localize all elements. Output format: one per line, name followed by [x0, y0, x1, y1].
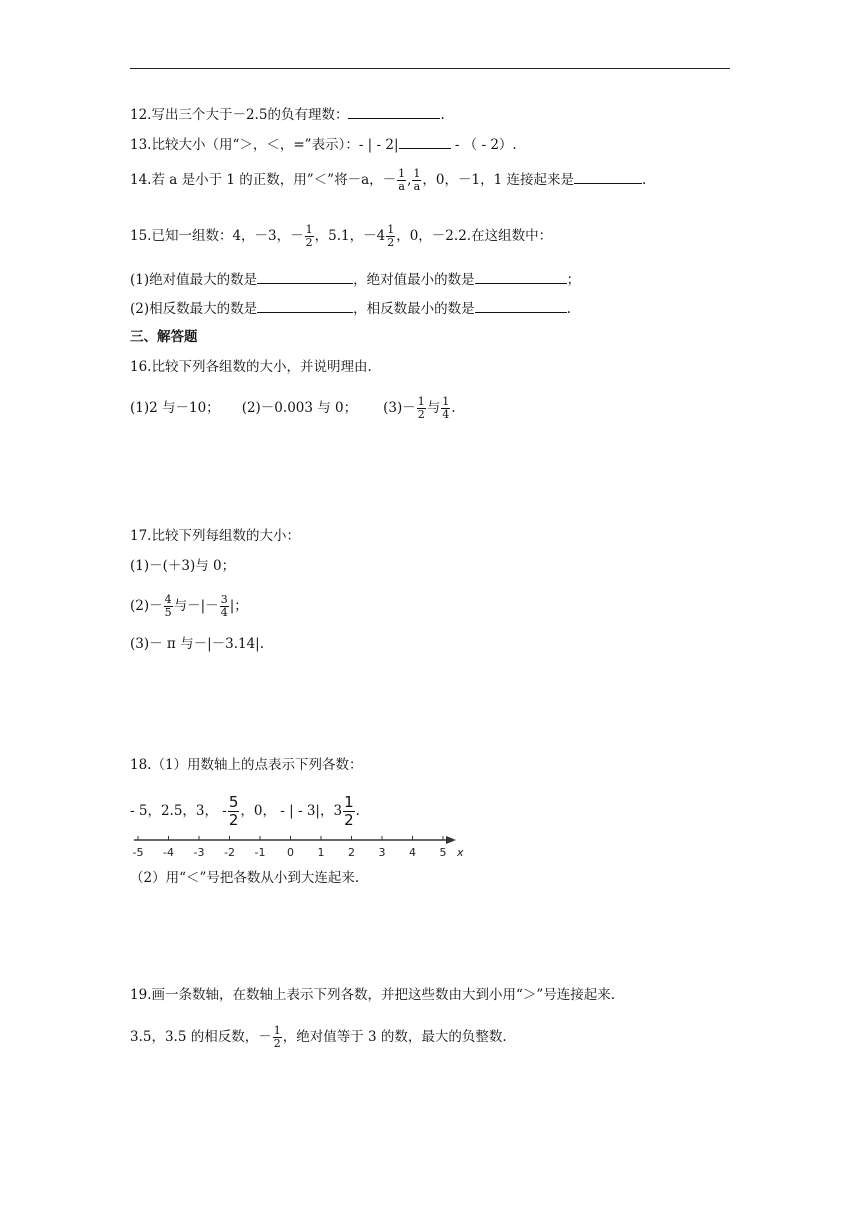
fraction: $\frac{5}{2}$ — [228, 793, 239, 829]
question-16: 16.比较下列各组数的大小，并说明理由. — [130, 359, 372, 375]
answer-blank[interactable] — [475, 298, 567, 313]
question-13 — [130, 134, 517, 155]
axis-tick-label: 4 — [409, 846, 416, 859]
question-17-part-3: (3)－ π 与－|－3.14|. — [130, 636, 265, 652]
answer-blank[interactable] — [574, 169, 642, 184]
fraction: $\frac{4}{5}$ — [164, 593, 172, 619]
fraction: $\frac{3}{4}$ — [220, 593, 228, 619]
fraction: $\frac{1}{2}$ — [305, 223, 313, 249]
question-15: 15.已知一组数：4，－3，－ $\frac{1}{2}$ ，5.1，－4 $\frac{1}{2}$ ，0，－2.2.在这组数中： — [130, 223, 553, 249]
fraction: $\frac{1}{a}$ — [398, 167, 406, 193]
answer-blank[interactable] — [475, 269, 567, 284]
question-15-part-1: (1)绝对值最大的数是 ，绝对值最小的数是 ； — [130, 269, 580, 290]
axis-arrow — [446, 836, 456, 844]
question-12 — [130, 104, 445, 125]
q12-end: . — [440, 107, 445, 123]
fraction: $\frac{1}{4}$ — [442, 395, 450, 421]
q14-post: ，0，－1，1 连接起来是 — [422, 172, 574, 188]
question-19: 19.画一条数轴，在数轴上表示下列各数，并把这些数由大到小用“＞”号连接起来. — [130, 987, 616, 1003]
answer-blank[interactable] — [348, 104, 440, 119]
axis-tick-label: -3 — [193, 846, 205, 859]
fraction: $\frac{1}{2}$ — [273, 1024, 281, 1050]
header-rule — [130, 68, 730, 69]
axis-tick-label: -1 — [254, 846, 266, 859]
question-17-part-2: (2)－ $\frac{4}{5}$ 与－|－ $\frac{3}{4}$ |； — [130, 593, 248, 619]
axis-tick-label: 2 — [348, 846, 355, 859]
q13-end: - （ - 2）. — [450, 137, 517, 153]
answer-blank[interactable] — [399, 134, 451, 149]
axis-tick-label: -5 — [132, 846, 144, 859]
axis-tick-label: 1 — [317, 846, 325, 859]
question-18-part-2: （2）用“＜”号把各数从小到大连起来. — [130, 870, 360, 886]
question-19-numbers: 3.5，3.5 的相反数，－ $\frac{1}{2}$ ，绝对值等于 3 的数，最大的负整数. — [130, 1024, 507, 1050]
axis-tick-label: 0 — [287, 846, 294, 859]
axis-tick-label: -4 — [163, 846, 174, 859]
fraction: $\frac{1}{2}$ — [387, 223, 395, 249]
question-18: 18.（1）用数轴上的点表示下列各数： — [130, 757, 363, 773]
fraction: $\frac{1}{2}$ — [417, 395, 425, 421]
question-16-parts: (1)2 与－10； (2)－0.003 与 0； (3)－ $\frac{1}{2}$ 与 $\frac{1}{4}$ . — [130, 395, 456, 421]
axis-tick-label: 3 — [378, 846, 386, 859]
fraction: $\frac{1}{2}$ — [344, 793, 354, 829]
fraction: $\frac{1}{a}$ — [413, 167, 421, 193]
q12-text: 12.写出三个大于－2.5的负有理数： — [130, 107, 349, 123]
question-17-part-1: (1)－(＋3)与 0； — [130, 558, 236, 574]
axis-variable-label: x — [457, 846, 464, 859]
axis-tick-label: -2 — [224, 846, 235, 859]
question-17: 17.比较下列每组数的大小： — [130, 528, 300, 544]
section-heading: 三、解答题 — [130, 329, 198, 345]
number-line — [126, 830, 462, 862]
q14-pre: 14.若 a 是小于 1 的正数，用”＜”将－a，－ — [130, 172, 397, 188]
question-18-numbers: - 5，2.5，3， - $\frac{5}{2}$ ，0， - | - 3|，3 $\frac{1}{2}$ . — [130, 793, 360, 829]
axis-tick-label: 5 — [439, 846, 447, 859]
answer-blank[interactable] — [257, 298, 353, 313]
question-14: 14.若 a 是小于 1 的正数，用”＜”将－a，－ $\frac{1}{a}$ , $\frac{1}{a}$ ，0，－1，1 连接起来是 . — [130, 167, 647, 193]
answer-blank[interactable] — [257, 269, 353, 284]
q13-text: 13.比较大小（用“＞，＜，=”表示）：- | - 2| — [130, 137, 399, 153]
question-15-part-2: (2)相反数最大的数是 ，相反数最小的数是 . — [130, 298, 571, 319]
